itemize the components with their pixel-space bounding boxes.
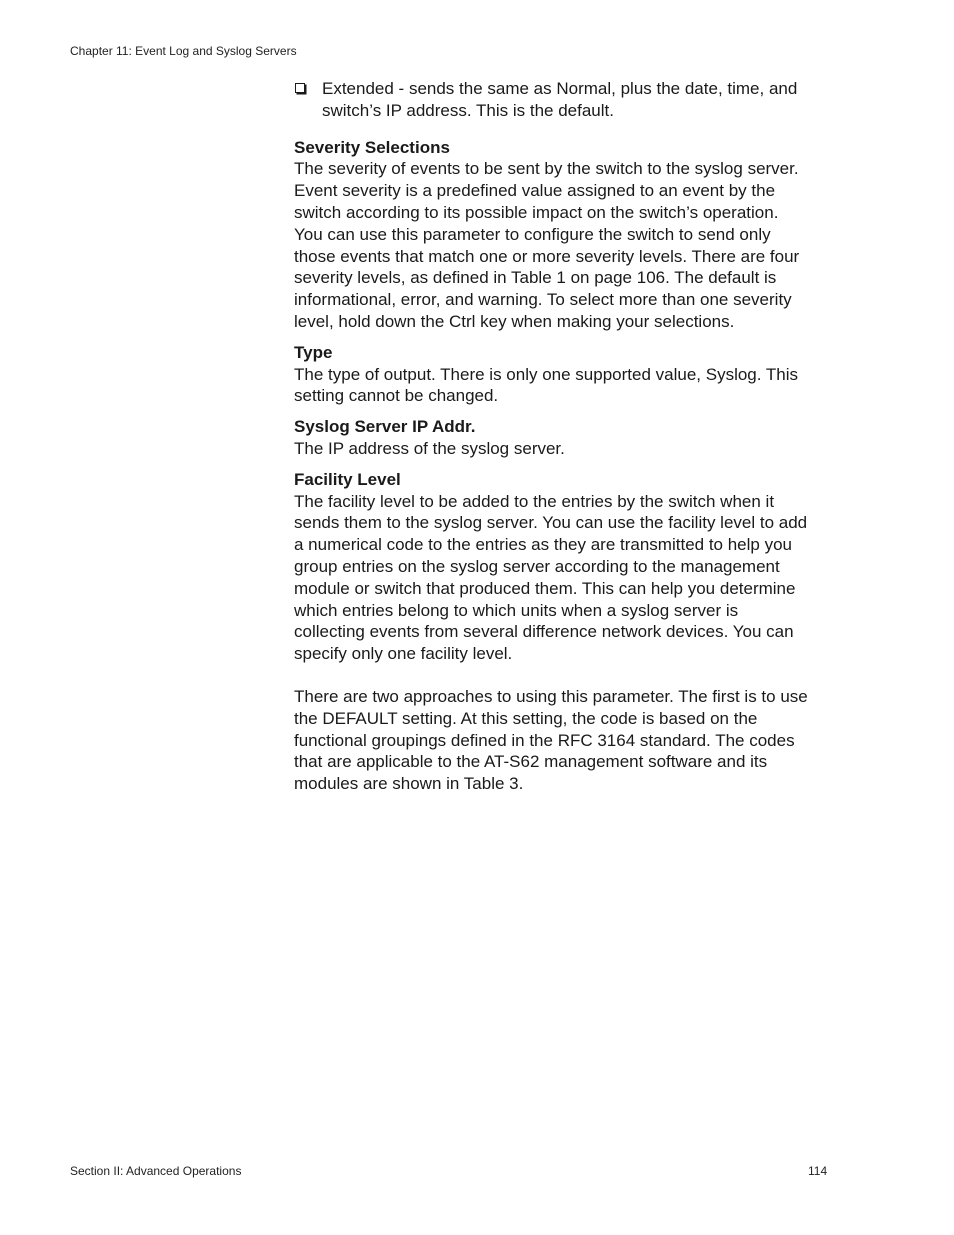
section-severity-selections [294,137,809,333]
checkbox-bullet-icon [295,83,305,93]
page-content [294,78,809,804]
footer-section-label: Section II: Advanced Operations [70,1164,242,1178]
section-body: The facility level to be added to the entries by the switch when it sends them to the syslog server. You can use the facility level to add a numerical code to the entries as they are transmitted to help you group entries on the syslog server according to the management module or switch that produced them. This can help you determine which entries belong to which units when a syslog server is collecting events from several difference network devices. You can specify only one facility level. [294,491,808,664]
section-heading: Type [294,342,333,362]
section-body: The type of output. There is only one supported value, Syslog. This setting cannot be changed. [294,364,799,406]
bullet-text: Extended - sends the same as Normal, plus the date, time, and switch’s IP address. This is the default. [322,79,798,120]
section-syslog-server-ip [294,416,809,460]
closing-paragraph: There are two approaches to using this parameter. The first is to use the DEFAULT setting. At this setting, the code is based on the functional groupings defined in the RFC 3164 standard. The codes that are applicable to the AT-S62 management software and its modules are shown in Table 3. [294,686,808,794]
section-body: The IP address of the syslog server. [294,438,565,458]
page-number: 114 [808,1164,828,1178]
section-facility-level [294,469,809,665]
section-heading: Severity Selections [294,137,450,157]
section-heading: Facility Level [294,469,401,489]
section-type [294,342,809,407]
bullet-item-extended [294,78,809,122]
section-heading: Syslog Server IP Addr. [294,417,476,437]
running-header: Chapter 11: Event Log and Syslog Servers [70,44,297,58]
section-body: The severity of events to be sent by the switch to the syslog server. Event severity is a predefined value assigned to an event by the switch according to its possible impact on the switch’s operation. You can use this parameter to configure the switch to send only those events that match one or more severity levels. There are four severity levels, as defined in Table 1 on page 106. The default is informational, error, and warning. To select more than one severity level, hold down the Ctrl key when making your selections. [294,159,800,331]
